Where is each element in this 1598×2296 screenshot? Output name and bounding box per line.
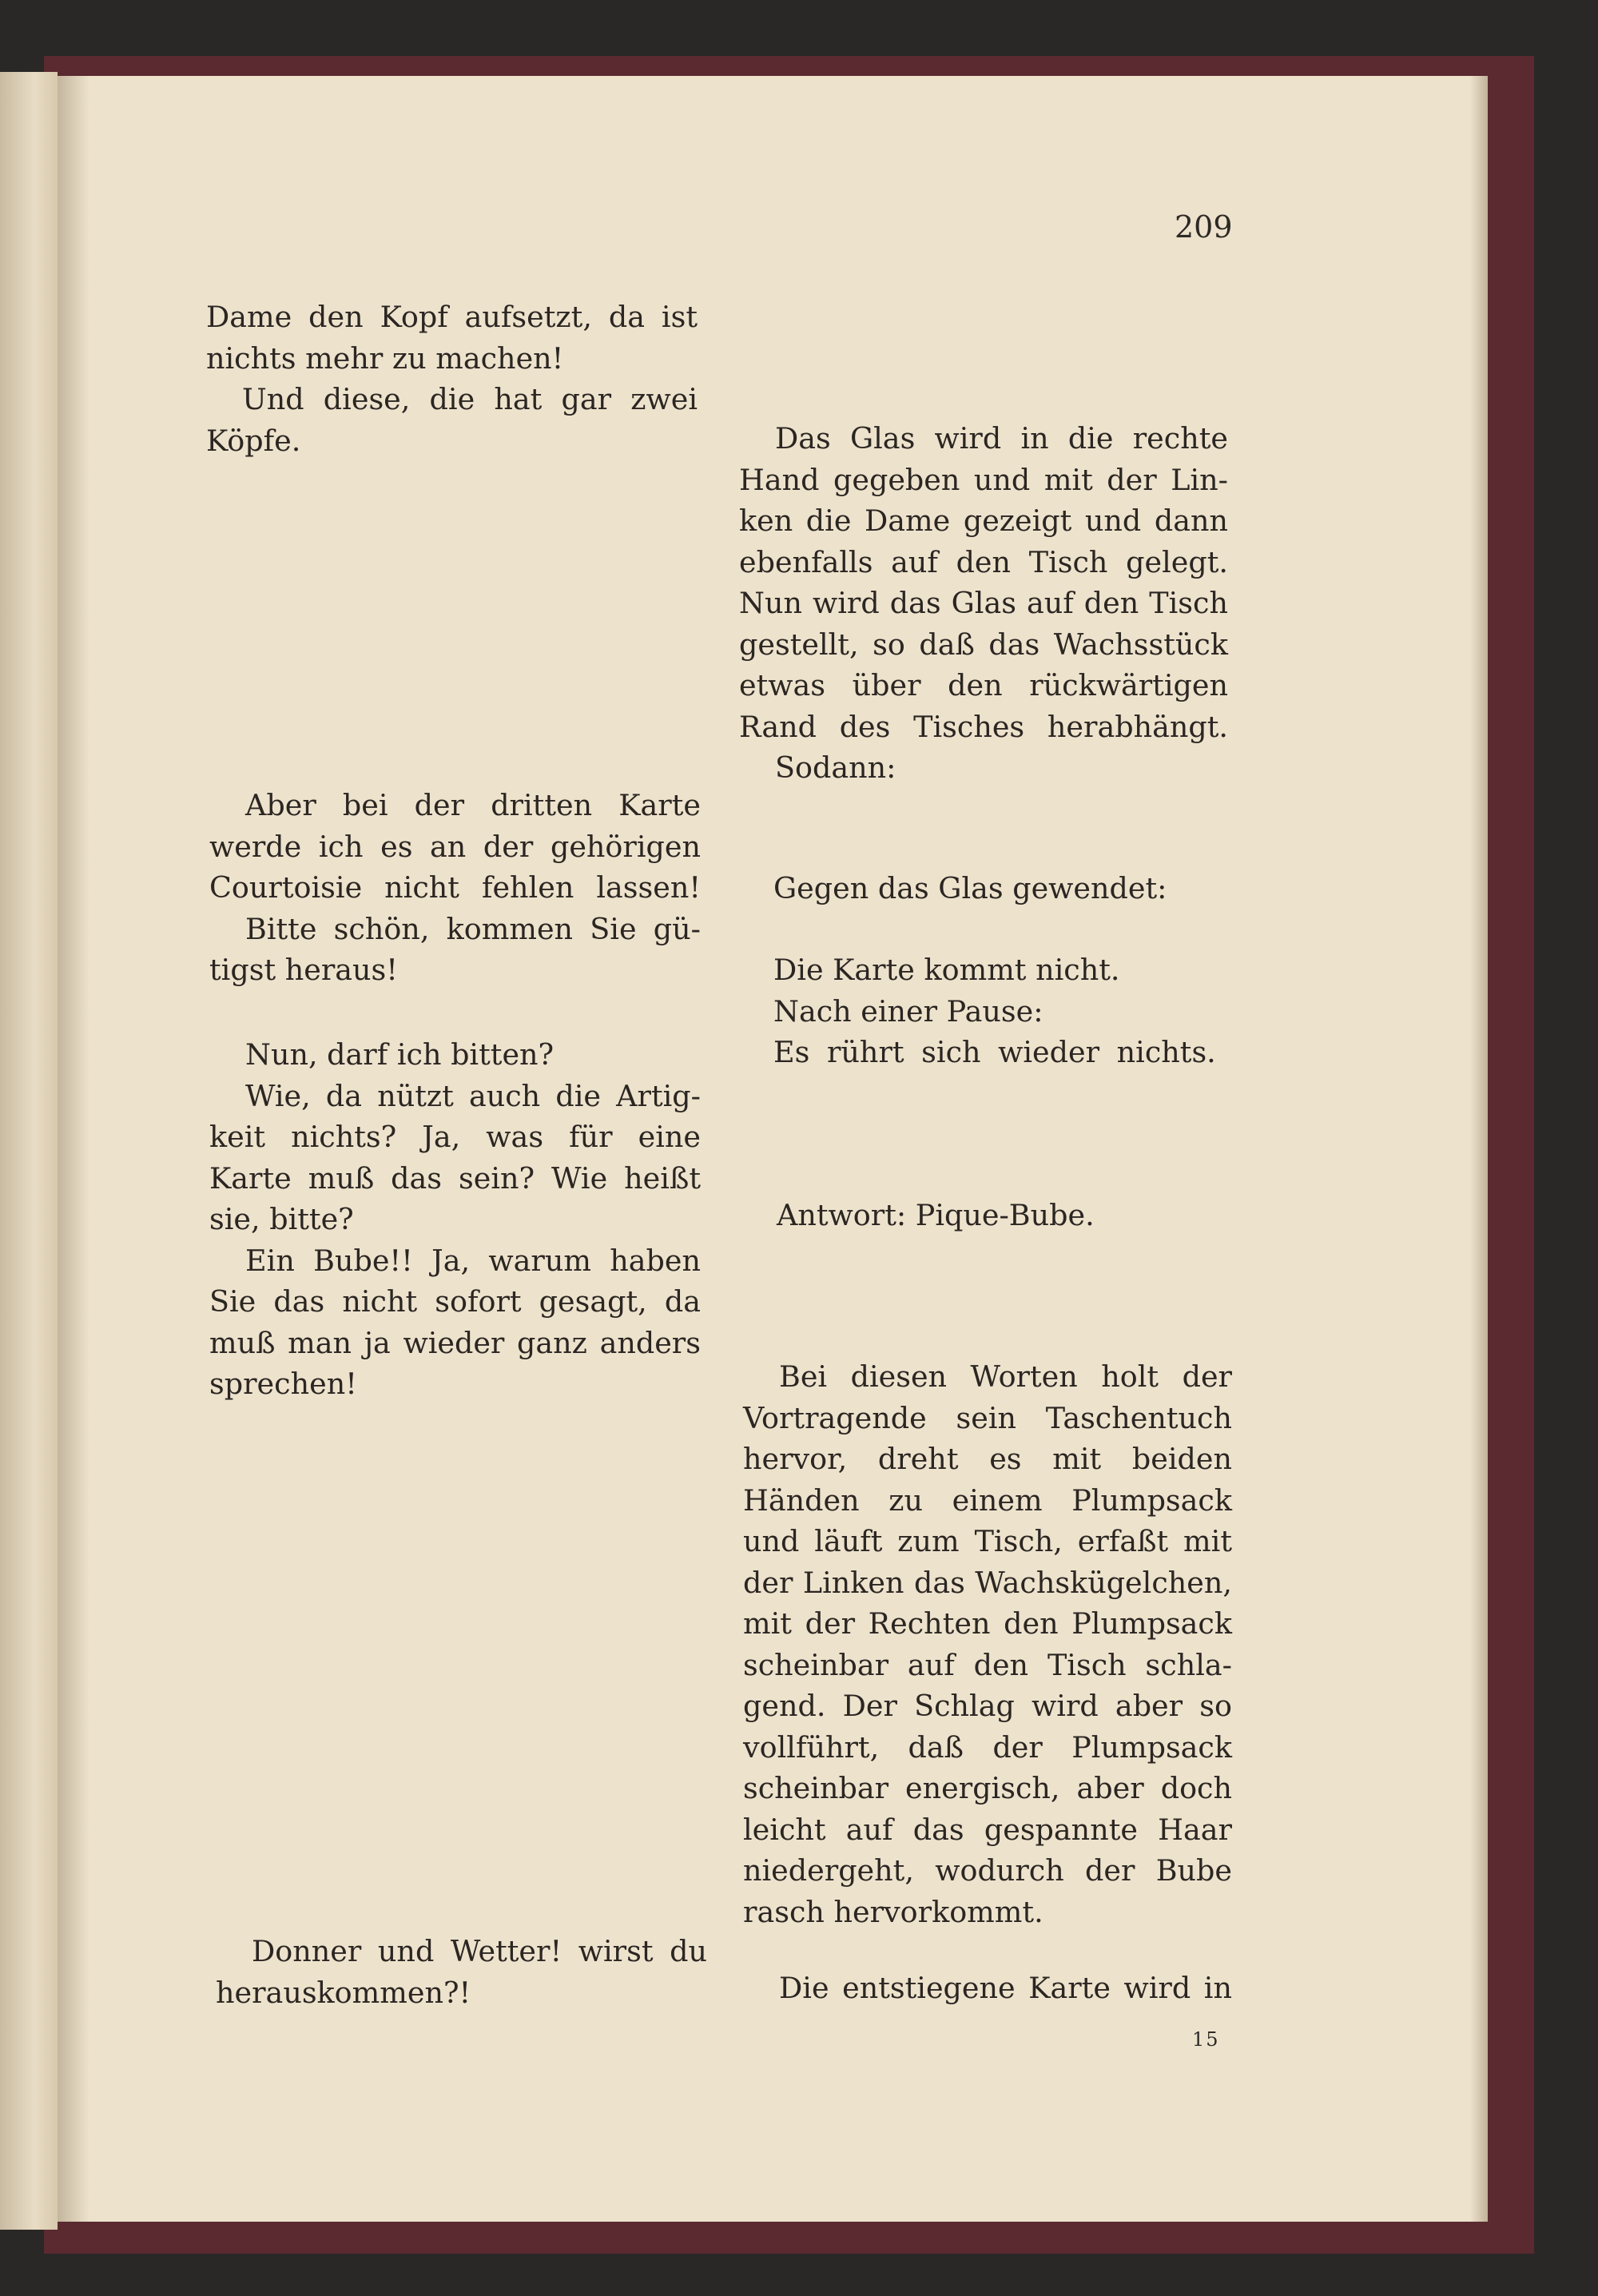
text-line: Nach einer Pause: [773, 993, 1043, 1029]
page-gutter-shadow [58, 76, 89, 2222]
text-line: vollführt, daß der Plumpsack [743, 1729, 1232, 1765]
text-line: Die Karte kommt nicht. [773, 953, 1120, 987]
text-line: Nun, darf ich bitten? [245, 1037, 555, 1072]
text-line: Vortragende sein Taschentuch [743, 1400, 1232, 1435]
text-line: Köpfe. [206, 423, 301, 458]
right-block-3 [773, 949, 1262, 1073]
text-line: Sie das nicht sofort gesagt, da [209, 1284, 701, 1319]
signature-mark: 15 [1192, 2028, 1220, 2051]
left-block-4 [216, 1931, 707, 2013]
text-line: nichts mehr zu machen! [206, 340, 564, 376]
text-line: hervor, dreht es mit beiden [743, 1442, 1232, 1476]
left-block-3 [209, 1034, 701, 1405]
text-line: Courtoisie nicht fehlen lassen! [209, 870, 701, 905]
text-line: Gegen das Glas gewendet: [773, 871, 1167, 905]
text-line: muß man ja wieder ganz anders [209, 1325, 701, 1360]
text-line: gend. Der Schlag wird aber so [743, 1689, 1232, 1723]
text-line: werde ich es an der gehörigen [209, 829, 701, 864]
left-page-edge [0, 72, 58, 2230]
text-line: gestellt, so daß das Wachsstück [739, 627, 1228, 662]
text-line: keit nichts? Ja, was für eine [209, 1120, 701, 1154]
page-number: 209 [1175, 209, 1233, 245]
text-line: sie, bitte? [209, 1202, 354, 1236]
text-line: Aber bei der dritten Karte [245, 788, 701, 822]
text-line: herauskommen?! [216, 1975, 471, 2010]
text-line: Nun wird das Glas auf den Tisch [739, 586, 1228, 620]
text-line: scheinbar auf den Tisch schla- [743, 1647, 1232, 1682]
text-line: Sodann: [775, 750, 896, 785]
text-line: Ein Bube!! Ja, warum haben [245, 1243, 701, 1278]
right-block-1 [739, 418, 1228, 789]
text-line: niedergeht, wodurch der Bube [743, 1853, 1232, 1888]
text-line: und läuft zum Tisch, erfaßt mit [743, 1524, 1232, 1558]
text-line: der Linken das Wachskügelchen, [743, 1565, 1232, 1600]
text-line: etwas über den rückwärtigen [739, 668, 1228, 702]
text-line: Die entstiegene Karte wird in [779, 1971, 1232, 2005]
left-block-1 [206, 296, 698, 461]
text-line: Antwort: Pique-Bube. [777, 1198, 1095, 1232]
text-line: Rand des Tisches herabhängt. [739, 709, 1228, 744]
text-line: sprechen! [209, 1367, 357, 1401]
text-line: tigst heraus! [209, 953, 398, 987]
text-line: Bei diesen Worten holt der [779, 1359, 1232, 1394]
text-line: Dame den Kopf aufsetzt, da ist [206, 300, 698, 334]
right-block-2 [773, 868, 1262, 909]
text-line: Händen zu einem Plumpsack [743, 1482, 1232, 1518]
text-line: Das Glas wird in die rechte [775, 421, 1228, 456]
text-line: rasch hervorkommt. [743, 1894, 1043, 1929]
text-line: scheinbar energisch, aber doch [743, 1771, 1232, 1805]
text-line: ken die Dame gezeigt und dann [739, 503, 1228, 538]
right-block-6 [743, 1968, 1232, 2009]
right-block-5 [743, 1356, 1232, 1932]
text-line: Bitte schön, kommen Sie gü- [245, 911, 701, 946]
text-line: ebenfalls auf den Tisch gelegt. [739, 544, 1228, 579]
text-line: Karte muß das sein? Wie heißt [209, 1160, 701, 1196]
text-line: Es rührt sich wieder nichts. [773, 1035, 1216, 1069]
text-line: Donner und Wetter! wirst du [252, 1934, 707, 1968]
text-line: Und diese, die hat gar zwei [242, 382, 698, 416]
page-edge-shadow [1470, 76, 1488, 2222]
text-line: mit der Rechten den Plumpsack [743, 1606, 1232, 1641]
text-line: Hand gegeben und mit der Lin- [739, 462, 1228, 497]
text-line: Wie, da nützt auch die Artig- [245, 1078, 701, 1113]
left-block-2 [209, 785, 701, 991]
right-block-4 [777, 1195, 1266, 1236]
text-line: leicht auf das gespannte Haar [743, 1812, 1232, 1847]
